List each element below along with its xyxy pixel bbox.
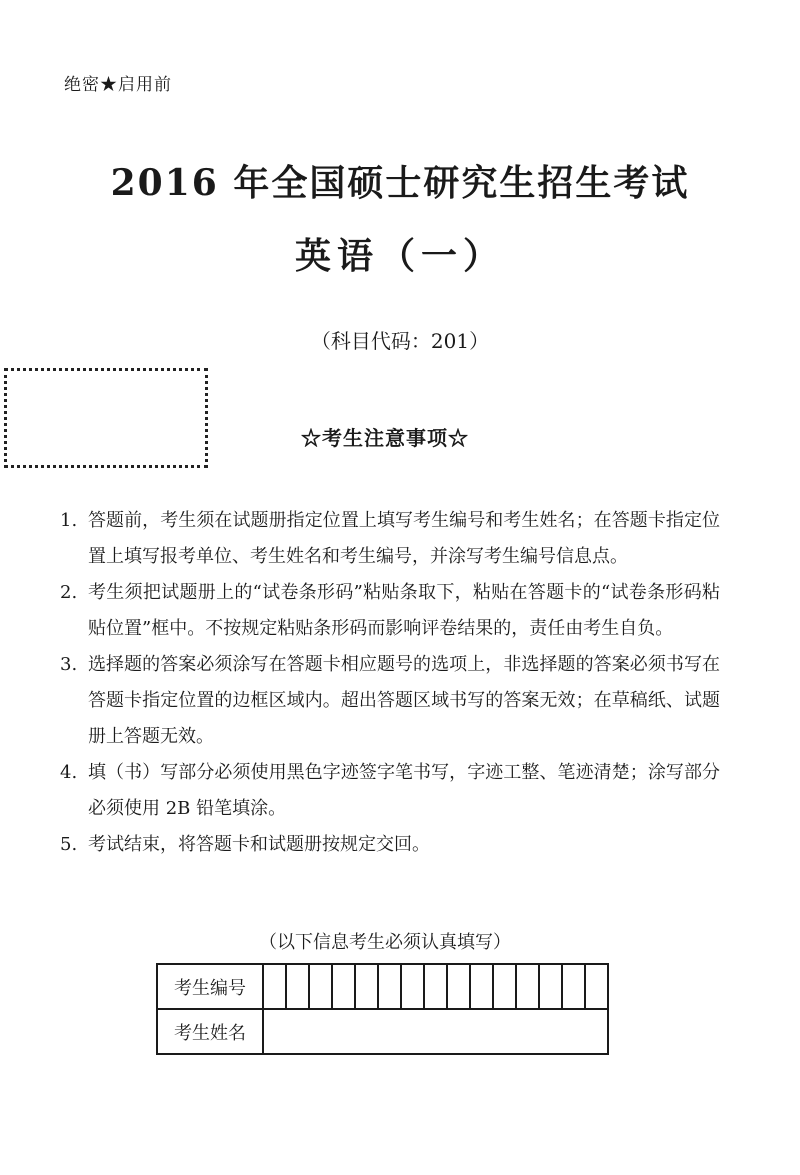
exam-name-field[interactable] <box>263 1009 608 1054</box>
exam-number-row <box>157 964 608 1009</box>
notice-heading: ☆考生注意事项☆ <box>301 426 469 450</box>
notice-list <box>60 503 720 863</box>
notice-item-text: 答题前，考生须在试题册指定位置上填写考生编号和考生姓名；在答题卡指定位置上填写报考单位、考生姓名和考生编号，并涂写考生编号信息点。 <box>88 510 720 567</box>
notice-item-text: 考生须把试题册上的“试卷条形码”粘贴条取下，粘贴在答题卡的“试卷条形码粘贴位置”框中。不按规定粘贴条形码而影响评卷结果的，责任由考生自负。 <box>88 582 720 639</box>
exam-name-row <box>157 1009 608 1054</box>
info-caption: （以下信息考生必须认真填写） <box>259 932 511 953</box>
exam-name-label: 考生姓名 <box>157 1009 263 1054</box>
exam-number-digit-box[interactable] <box>470 964 493 1009</box>
exam-number-digit-box[interactable] <box>401 964 424 1009</box>
notice-item-number: 2. <box>60 582 78 603</box>
exam-number-digit-box[interactable] <box>286 964 309 1009</box>
exam-number-digit-box[interactable] <box>355 964 378 1009</box>
exam-number-digit-box[interactable] <box>493 964 516 1009</box>
notice-item <box>60 647 720 755</box>
notice-item-number: 5. <box>60 834 78 855</box>
exam-number-digit-box[interactable] <box>447 964 470 1009</box>
subject-code: （科目代码：201） <box>310 329 490 353</box>
notice-item <box>60 575 720 647</box>
exam-number-digit-box[interactable] <box>378 964 401 1009</box>
notice-item-number: 1. <box>60 510 78 531</box>
exam-number-label: 考生编号 <box>157 964 263 1009</box>
exam-number-digit-box[interactable] <box>562 964 585 1009</box>
notice-item-text: 选择题的答案必须涂写在答题卡相应题号的选项上，非选择题的答案必须书写在答题卡指定位置的边框区域内。超出答题区域书写的答案无效；在草稿纸、试题册上答题无效。 <box>88 654 720 747</box>
notice-item-text: 填（书）写部分必须使用黑色字迹签字笔书写，字迹工整、笔迹清楚；涂写部分必须使用 2B 铅笔填涂。 <box>88 762 720 819</box>
classification-label: 绝密★启用前 <box>64 75 172 95</box>
notice-item <box>60 755 720 827</box>
exam-number-digit-box[interactable] <box>585 964 608 1009</box>
exam-number-digit-box[interactable] <box>309 964 332 1009</box>
exam-number-digit-box[interactable] <box>263 964 286 1009</box>
exam-number-digit-box[interactable] <box>424 964 447 1009</box>
exam-number-digit-box[interactable] <box>539 964 562 1009</box>
exam-number-digit-box[interactable] <box>516 964 539 1009</box>
barcode-placeholder-box <box>4 368 208 468</box>
notice-item <box>60 827 720 863</box>
exam-title: 2016 年全国硕士研究生招生考试 <box>110 162 690 204</box>
notice-item-number: 3. <box>60 654 78 675</box>
notice-item-text: 考试结束，将答题卡和试题册按规定交回。 <box>88 834 430 855</box>
exam-number-digit-box[interactable] <box>332 964 355 1009</box>
notice-item-number: 4. <box>60 762 78 783</box>
exam-subtitle: 英语（一） <box>294 235 505 277</box>
notice-item <box>60 503 720 575</box>
candidate-info-table <box>156 963 609 1055</box>
